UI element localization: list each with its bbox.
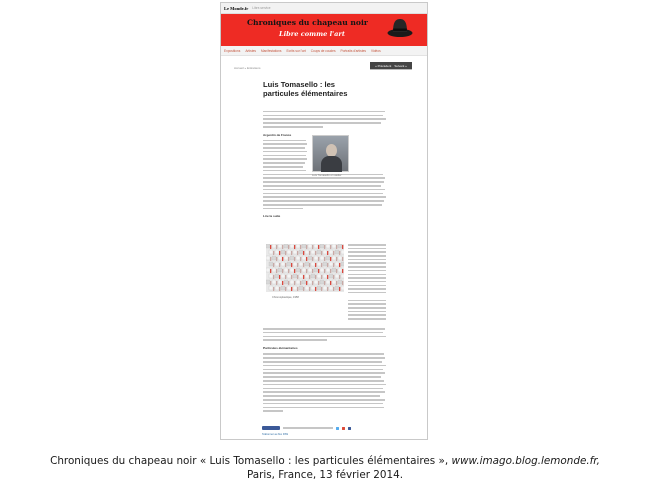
site-brand[interactable]: Le Monde.fr xyxy=(224,5,249,11)
site-topbar xyxy=(221,3,427,14)
caption-source: www.imago.blog.lemonde.fr, xyxy=(451,455,600,467)
article-title: Luis Tomasello : les particules élémentaires xyxy=(263,80,348,99)
nav-item[interactable]: Coups de coudes xyxy=(310,48,336,53)
artist-photo xyxy=(312,135,349,172)
post-pager xyxy=(370,62,412,69)
body-paragraph xyxy=(263,328,386,412)
section-heading: Argentin de France xyxy=(263,132,292,137)
pager-divider xyxy=(370,69,412,70)
breadcrumb[interactable]: Accueil » Entretiens xyxy=(234,66,261,70)
intro-paragraph xyxy=(263,111,388,128)
hat-icon xyxy=(387,17,413,39)
blog-banner[interactable] xyxy=(221,14,427,46)
caption-text: Chroniques du chapeau noir « Luis Tomasello : les particules élémentaires », xyxy=(50,455,452,467)
share-bar xyxy=(262,426,351,430)
rss-subscribe-link[interactable]: S'abonner au flux RSS xyxy=(262,433,289,436)
section-heading[interactable]: Lire la suite xyxy=(263,214,281,219)
artwork-caption: Chromoplastique, 1958 xyxy=(272,296,299,299)
nav-item[interactable]: Ecrits sur l'art xyxy=(286,48,306,53)
artwork-image xyxy=(266,244,344,292)
side-paragraph xyxy=(348,244,386,320)
share-google-icon[interactable] xyxy=(342,427,345,430)
nav-item[interactable]: Manifestations xyxy=(260,48,282,53)
pager-prev[interactable]: « Précédent xyxy=(375,63,392,68)
nav-item[interactable]: Expositions xyxy=(224,48,241,53)
site-brand-sub: Libre-service xyxy=(252,6,271,10)
share-more-icon[interactable] xyxy=(348,427,351,430)
photo-caption: Luis Tomasello en atelier xyxy=(312,174,342,177)
figure-caption xyxy=(0,455,650,482)
share-twitter-icon[interactable] xyxy=(336,427,339,430)
blog-nav xyxy=(221,46,427,56)
pager-next[interactable]: Suivant » xyxy=(394,63,407,68)
nav-item[interactable]: Vidéos xyxy=(370,48,381,53)
banner-subtitle: Libre comme l'art xyxy=(279,30,345,38)
banner-title: Chroniques du chapeau noir xyxy=(247,18,368,27)
nav-item[interactable]: Artistes xyxy=(245,48,256,53)
caption-place-date: Paris, France, 13 février 2014. xyxy=(246,468,404,481)
section-heading: Particules élémentaires xyxy=(263,346,298,351)
nav-item[interactable]: Portraits d'artistes xyxy=(340,48,366,53)
share-facebook-icon[interactable] xyxy=(262,426,280,430)
